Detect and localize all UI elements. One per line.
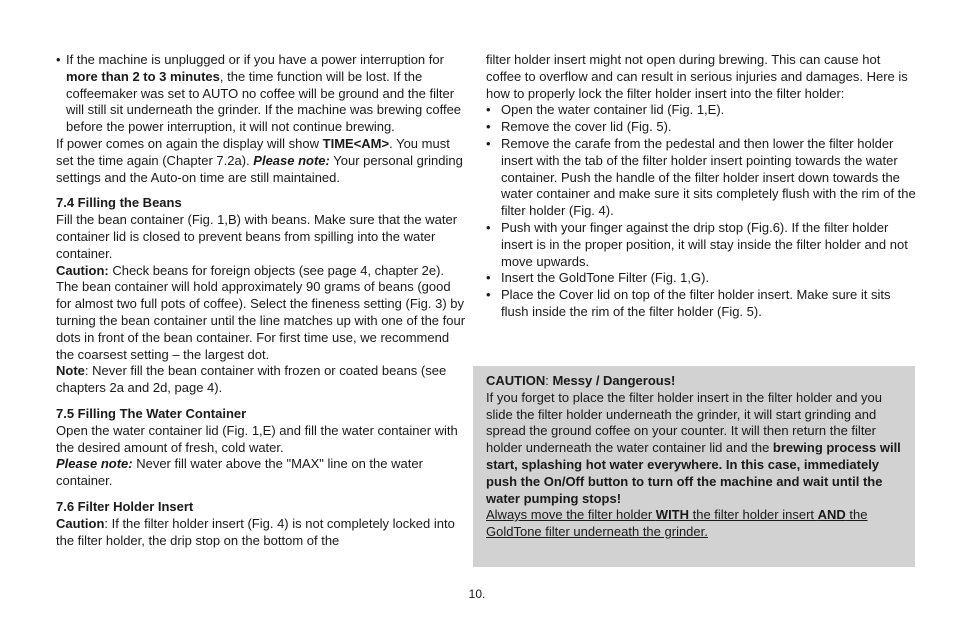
bullet-marker: • <box>486 270 491 286</box>
bean-note-paragraph: Note: Never fill the bean container with frozen or coated beans (see chapters 2a and 2d, page 4). <box>56 363 447 396</box>
filter-holder-caution-paragraph: Caution: If the filter holder insert (Fig. 4) is not completely locked into the filter holder, the drip stop on the bottom of the <box>56 515 455 548</box>
bullet-marker: • <box>486 219 491 235</box>
bean-caution-paragraph: Caution: Check beans for foreign objects (see page 4, chapter 2e). The bean container will hold approximately 90 grams of beans (good for almost two full pots of coffee). Select the fineness setting (Fig. 3) by turning the bean container until the line matches up with one of the four dots in front of the bean container. For first time use, we recommend the coarsest setting – the largest dot. <box>56 262 466 362</box>
bullet-text: If the machine is unplugged or if you have a power interruption for more than 2 to 3 minutes, the time function will be lost. If the coffeemaker was set to AUTO no coffee will be ground and the filter will still sit underneath the grinder. If the machine was brewing coffee before the power interruption, it will not continue brewing. <box>66 52 462 135</box>
instruction-bullet <box>486 270 916 287</box>
section-heading-7-4: 7.4 Filling the Beans <box>56 195 182 211</box>
caution-title: CAUTION: Messy / Dangerous! <box>486 373 676 388</box>
bullet-marker: • <box>486 119 491 135</box>
caution-box <box>473 366 915 567</box>
bullet-marker: • <box>486 135 491 151</box>
bullet-marker: • <box>56 52 61 67</box>
bullet-text: Push with your finger against the drip stop (Fig.6). If the filter holder insert is in the proper position, it will stay inside the filter holder and not move upwards. <box>501 219 908 269</box>
caution-body: If you forget to place the filter holder insert in the filter holder and you slide the filter holder underneath the grinder, it will start grinding and spread the ground coffee on your counter. It will then return the filter holder underneath the water container lid and the brewing process will start, splashing hot water everywhere. In this case, immediately push the On/Off button to turn off the machine and wait until the water pumping stops! <box>486 389 901 506</box>
water-container-paragraph: Open the water container lid (Fig. 1,E) and fill the water container with the desired amount of fresh, cold water. <box>56 422 458 455</box>
bullet-text: Insert the GoldTone Filter (Fig. 1,G). <box>501 270 710 286</box>
filling-beans-paragraph: Fill the bean container (Fig. 1,B) with beans. Make sure that the water container lid is closed to prevent beans from spilling into the water container. <box>56 212 458 261</box>
bullet-text: Place the Cover lid on top of the filter holder insert. Make sure it sits flush inside the rim of the filter holder (Fig. 5). <box>501 287 891 319</box>
bullet-text: Remove the cover lid (Fig. 5). <box>501 119 672 135</box>
instruction-bullet <box>486 136 916 220</box>
bullet-text: Remove the carafe from the pedestal and then lower the filter holder insert with the tab of the filter holder insert pointing towards the water container. Push the handle of the filter holder insert down towards the water container and make sure it sits completely flush with the rim of the filter holder (Fig. 4). <box>501 135 916 219</box>
page-number: 10. <box>468 587 486 601</box>
instruction-bullet <box>486 102 916 119</box>
instruction-bullet <box>486 220 916 270</box>
section-heading-7-6: 7.6 Filter Holder Insert <box>56 498 194 514</box>
bullet-text: Open the water container lid (Fig. 1,E). <box>501 102 725 118</box>
water-note-paragraph: Please note: Never fill water above the "MAX" line on the water container. <box>56 456 423 489</box>
power-interruption-bullet <box>56 52 468 136</box>
instruction-bullet <box>486 119 916 136</box>
instruction-bullet <box>486 287 916 321</box>
left-column <box>56 52 468 549</box>
continued-paragraph: filter holder insert might not open during brewing. This can cause hot coffee to overflow and can result in serious injuries and damages. Here is how to properly lock the filter holder insert into the filter holder: <box>486 52 908 101</box>
bullet-marker: • <box>486 287 491 303</box>
caution-underlined-note: Always move the filter holder WITH the filter holder insert AND the GoldTone filter underneath the grinder. <box>486 507 868 540</box>
power-on-paragraph: If power comes on again the display will show TIME<AM>. You must set the time again (Chapter 7.2a). Please note: Your personal grinding settings and the Auto-on time are still maintained. <box>56 135 463 185</box>
bullet-marker: • <box>486 102 491 118</box>
section-heading-7-5: 7.5 Filling The Water Container <box>56 405 247 421</box>
right-column <box>486 52 916 321</box>
